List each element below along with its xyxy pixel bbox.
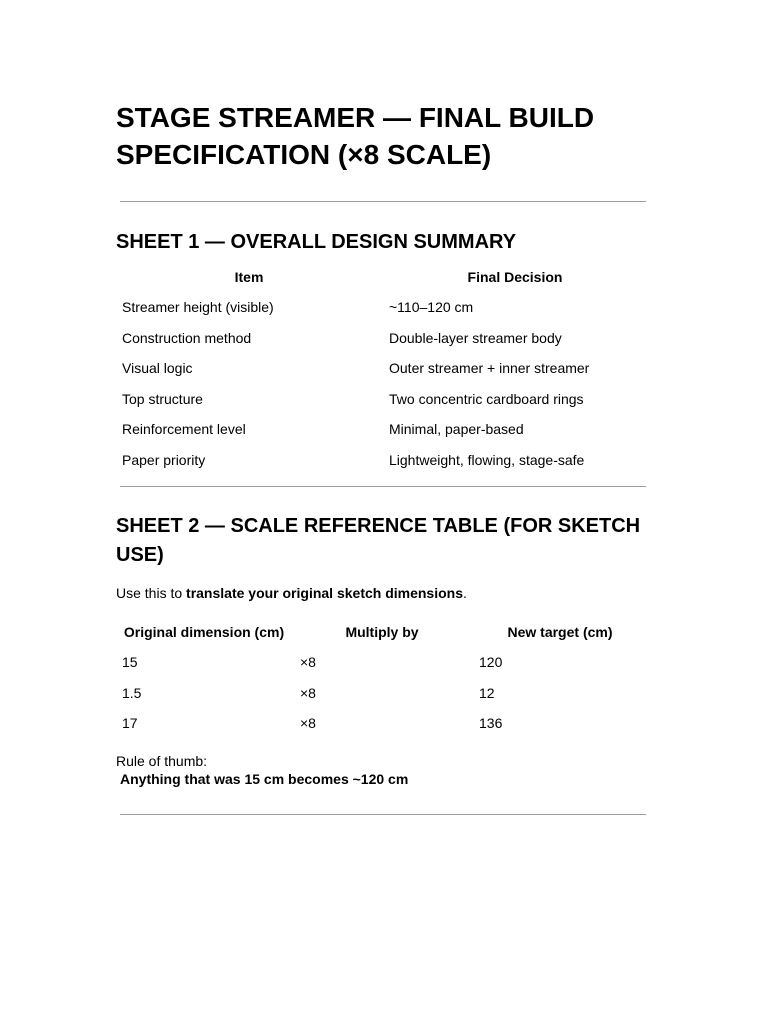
rule-of-thumb-text: Anything that was 15 cm becomes ~120 cm [120,771,409,787]
table-cell-decision: ~110–120 cm [389,299,474,315]
table-cell-item: Top structure [122,391,203,407]
intro-suffix: . [463,585,467,601]
divider-rule [120,201,646,202]
sheet2-intro [116,584,467,602]
table-cell-item: Streamer height (visible) [122,299,274,315]
table-cell-multiplier: ×8 [300,685,316,701]
table-cell-target: 120 [479,654,503,670]
rule-of-thumb-label: Rule of thumb: [116,753,208,769]
sheet1-heading: SHEET 1 — OVERALL DESIGN SUMMARY [116,231,517,253]
table-cell-item: Construction method [122,330,252,346]
intro-emphasis: translate your original sketch dimensions [186,585,463,601]
divider-rule [120,814,646,815]
table-cell-decision: Two concentric cardboard rings [389,391,584,407]
table-cell-decision: Outer streamer + inner streamer [389,360,590,376]
table-cell-item: Reinforcement level [122,421,246,437]
table-cell-item: Paper priority [122,452,206,468]
divider-rule [120,486,646,487]
table-header-item: Item [234,269,264,285]
sheet2-heading: SHEET 2 — SCALE REFERENCE TABLE (FOR SKETCH USE) [116,515,641,566]
table-cell-original: 1.5 [122,685,142,701]
table-header-new-target: New target (cm) [507,624,613,640]
table-cell-item: Visual logic [122,360,193,376]
table-cell-multiplier: ×8 [300,715,316,731]
table-cell-original: 15 [122,654,138,670]
table-header-multiply: Multiply by [345,624,419,640]
table-header-final-decision: Final Decision [467,269,563,285]
intro-prefix: Use this to [116,585,187,601]
table-cell-multiplier: ×8 [300,654,316,670]
table-cell-target: 136 [479,715,503,731]
document-title: STAGE STREAMER — FINAL BUILD SPECIFICATION (×8 SCALE) [116,102,595,170]
table-cell-decision: Double-layer streamer body [389,330,562,346]
table-cell-decision: Minimal, paper-based [389,421,524,437]
table-cell-target: 12 [479,685,495,701]
table-header-original: Original dimension (cm) [123,624,285,640]
table-cell-original: 17 [122,715,138,731]
table-cell-decision: Lightweight, flowing, stage-safe [389,452,585,468]
